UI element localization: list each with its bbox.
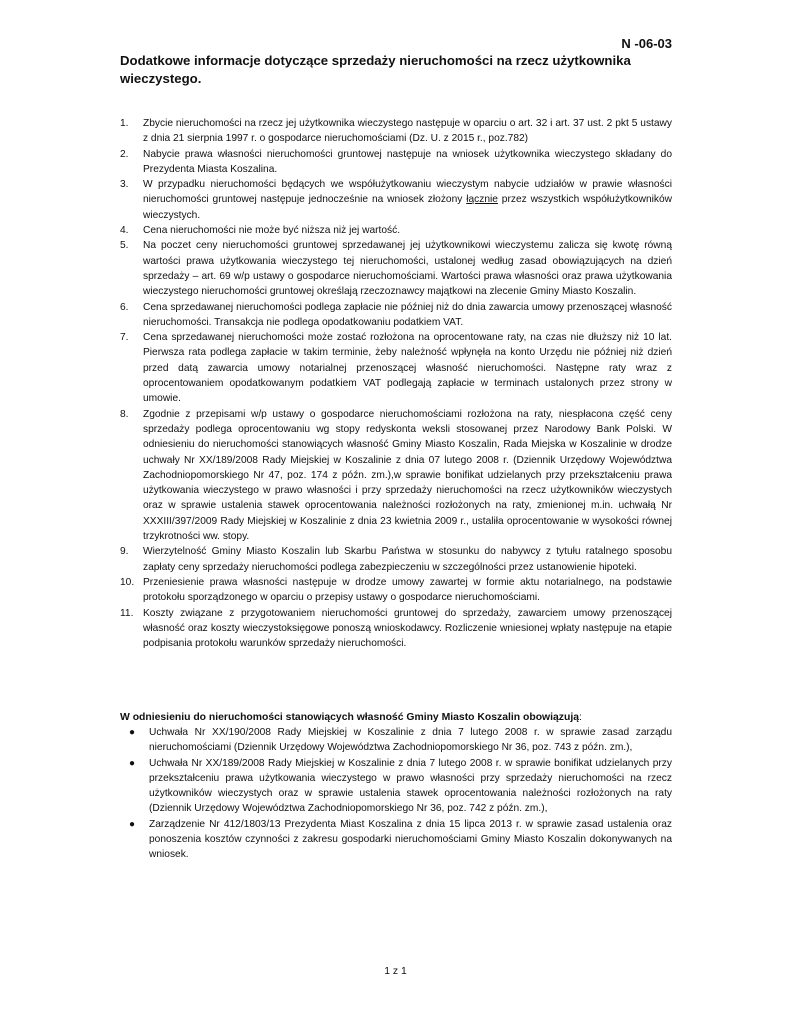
section-heading-colon: : [579,712,582,723]
numbered-points-list [120,116,672,651]
bullet-icon: ● [129,727,136,738]
point-text: Wierzytelność Gminy Miasto Koszalin lub Skarbu Państwa w stosunku do nabywcy z tytułu ratalnego sposobu zapłaty ceny sprzedaży nieruchomości podlega zabezpieczeniu w szczególności przez ustanowienie hipoteki. [143,546,672,573]
point-item [120,407,672,545]
point-item [120,116,672,147]
point-item [120,147,672,178]
point-number: 4. [120,225,129,237]
point-item [120,300,672,331]
point-item [120,238,672,299]
point-item [120,606,672,652]
point-text: Cena sprzedawanej nieruchomości podlega zapłacie nie później niż do dnia zawarcia umowy przenoszącej własność nieruchomości. Transakcja nie podlega opodatkowaniu podatkiem VAT. [143,301,672,328]
point-text: Na poczet ceny nieruchomości gruntowej sprzedawanej jej użytkownikowi wieczystemu zalicza się kwotę równą wartości prawa użytkowania wieczystego tej nieruchomości, ustalonej według zasad obowiązujących na dzień sprzedaży – art. 69 w/p ustawy o gospodarce nieruchomościami. Wartości prawa własności oraz prawa użytkowania wieczystego nieruchomości gruntowej określają rzeczoznawcy majątkowi na zlecenie Gminy Miasto Koszalin. [143,240,672,298]
list-item-text: Uchwała Nr XX/189/2008 Rady Miejskiej w Koszalinie z dnia 7 lutego 2008 r. w sprawie bonifikat udzielanych przy przekształceniu prawa użytkowania wieczystego w prawo własności przy sprzedaży nieruchomości na rzecz użytkowników wieczystych oraz w sprawie ustalenia stawek oprocentowania należności rozłożonych na raty (Dziennik Urzędowy Województwa Zachodniopomorskiego Nr 36, poz. 742 z późn. zm.), [149,757,672,815]
list-item [120,756,672,817]
point-text: Cena nieruchomości nie może być niższa niż jej wartość. [143,225,401,237]
point-number: 2. [120,148,129,160]
underlined-word: łącznie [466,194,498,206]
page-number: 1 z 1 [384,966,407,977]
point-number: 8. [120,408,129,420]
point-number: 5. [120,240,129,252]
point-text-start: W przypadku nieruchomości będących we współużytkowaniu wieczystym nabycie udziałów w prawie własności nieruchomości gruntowej następuje jednocześnie na wniosek złożony [143,179,672,206]
section-heading-text: W odniesieniu do nieruchomości stanowiących własność Gminy Miasto Koszalin obowiązują [120,712,580,723]
list-item-text: Zarządzenie Nr 412/1803/13 Prezydenta Miast Koszalina z dnia 15 lipca 2013 r. w sprawie zasad ustalenia oraz ponoszenia kosztów czynności z zakresu gospodarki nieruchomościami Gminy Miasto Koszalin dokonywanych na wniosek. [149,818,672,861]
section-heading [120,710,680,725]
point-text: Koszty związane z przygotowaniem nieruchomości gruntowej do sprzedaży, zawarciem umowy przenoszącej własność oraz koszty wieczystoksięgowe ponoszą wnioskodawcy. Rozliczenie wniesionej wpłaty następuje na etapie podpisania protokołu warunków sprzedaży nieruchomości. [143,607,672,650]
point-number: 6. [120,301,129,313]
point-number: 3. [120,179,129,191]
point-number: 9. [120,546,129,558]
point-text: Cena sprzedawanej nieruchomości może zostać rozłożona na oprocentowane raty, na czas nie dłuższy niż 10 lat. Pierwsza rata podlega zapłacie w takim terminie, żeby należność wpłynęła na konto Urzędu nie później niż dzień przed datą zawarcia umowy notarialnej przenoszącej własność nieruchomości. Następne raty wraz z oprocentowaniem opodatkowanym podatkiem VAT podlegają zapłacie w terminach ustalonych przez strony w umowie. [143,332,672,405]
bullet-icon: ● [129,757,136,769]
point-number: 7. [120,332,129,344]
point-item [120,177,672,223]
point-text: Zbycie nieruchomości na rzecz jej użytkownika wieczystego następuje w oparciu o art. 32 i art. 37 ust. 2 pkt 5 ustawy z dnia 21 sierpnia 1997 r. o gospodarce nieruchomościami (Dz. U. z 2015 r., poz.782) [143,118,672,145]
point-text: Nabycie prawa własności nieruchomości gruntowej następuje na wniosek użytkownika wieczystego składany do Prezydenta Miasta Koszalina. [143,148,672,175]
regulations-list [120,725,672,863]
point-number: 10. [120,576,135,588]
point-item [120,575,672,606]
point-text: Przeniesienie prawa własności następuje w drodze umowy zawartej w formie aktu notarialnego, na podstawie protokołu sporządzonego w oparciu o przepisy ustawy o gospodarce nieruchomościami. [143,576,672,604]
point-text: Zgodnie z przepisami w/p ustawy o gospodarce nieruchomościami rozłożona na raty, niespłacona część ceny sprzedaży podlega oprocentowaniu wg stopy redyskonta weksli stosowanej przez Narodowy Bank Polski. W odniesieniu do nieruchomości stanowiących własność Gminy Miasto Koszalin, Rada Miejska w Koszalinie w drodze uchwały Nr XX/189/2008 Rady Miejskiej w Koszalinie z dnia 07 lutego 2008 r. (Dziennik Urzędowy Województwa Zachodniopomorskiego Nr 47, poz. 174 z późn. zm.),w sprawie bonifikat udzielanych przy przekształceniu prawa użytkowania wieczystego w prawo własności i przy sprzedaży nieruchomości na rzecz użytkowników wieczystych oraz w sprawie ustalenia stawek oprocentowania należności rozłożonych na raty, zmienionej m.in. uchwałą Nr XXXIII/397/2009 Rady Miejskiej w Koszalinie z dnia 23 kwietnia 2009 r., ustaliła oprocentowanie w wysokości równej trzykrotności ww. stopy. [143,408,672,543]
point-text-end: przez wszystkich współużytkowników wieczystych. [143,194,673,221]
point-item [120,330,672,406]
point-number: 11. [120,607,134,619]
document-code: N -06-03 [621,36,672,51]
point-item [120,223,672,238]
list-item [120,725,672,756]
document-title: Dodatkowe informacje dotyczące sprzedaży nieruchomości na rzecz użytkownika wieczystego. [120,53,631,86]
list-item-text: Uchwała Nr XX/190/2008 Rady Miejskiej w Koszalinie z dnia 7 lutego 2008 r. w sprawie zasad zarządu nieruchomościami (Dziennik Urzędowy Województwa Zachodniopomorskiego Nr 36, poz. 743 z późn. zm.), [149,727,672,754]
point-number: 1. [120,118,129,129]
point-item [120,544,672,575]
list-item [120,817,672,863]
bullet-icon: ● [129,818,136,830]
